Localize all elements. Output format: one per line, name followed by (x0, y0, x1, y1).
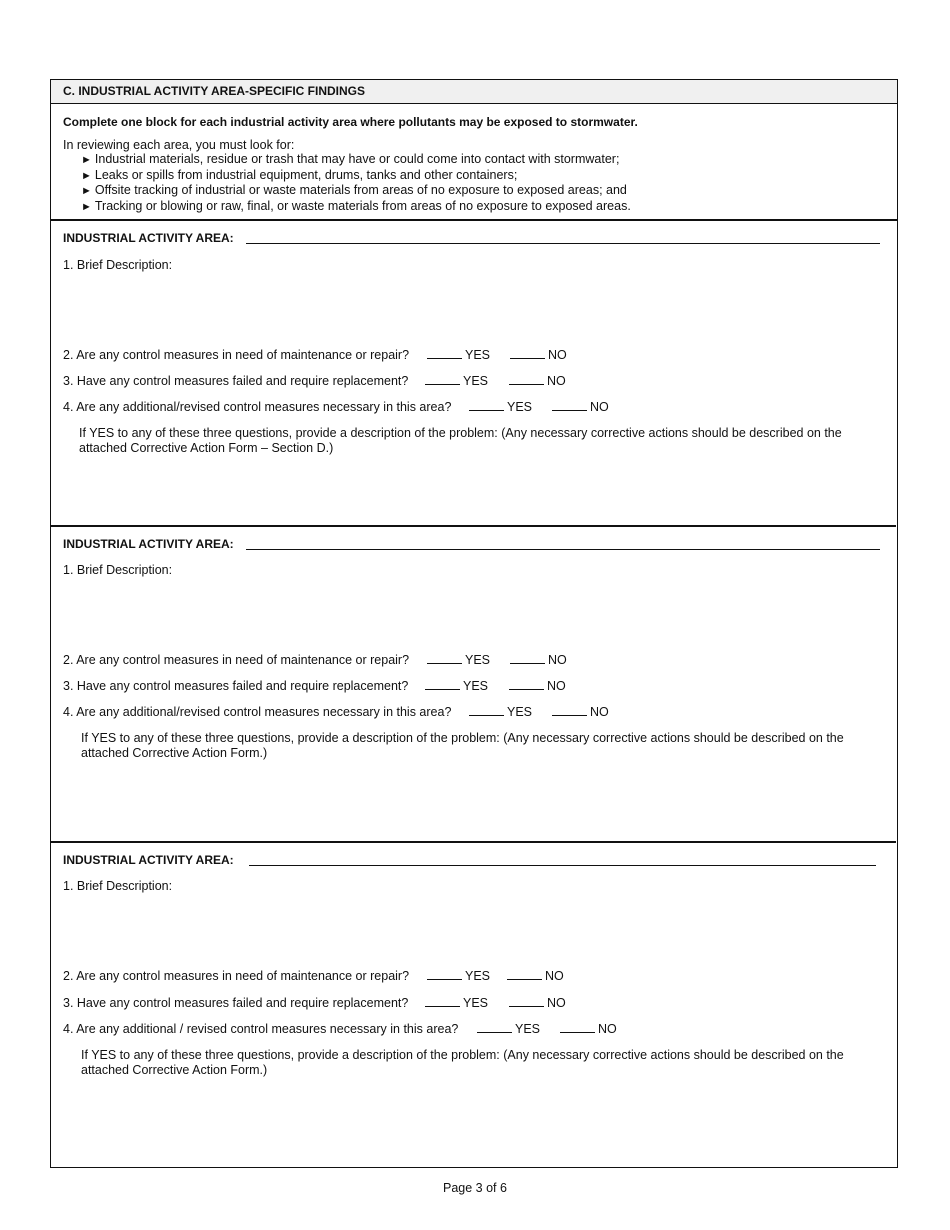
question-maintenance: 2. Are any control measures in need of maintenance or repair? YES NO (63, 653, 567, 667)
question-failed: 3. Have any control measures failed and require replacement? YES NO (63, 374, 566, 388)
page-number: Page 3 of 6 (443, 1181, 507, 1195)
instruction-text: Complete one block for each industrial activity area where pollutants may be exposed to stormwater. (63, 115, 638, 129)
question-failed: 3. Have any control measures failed and require replacement? YES NO (63, 996, 566, 1010)
failed-yes-option[interactable]: YES (425, 374, 488, 388)
failed-no-option[interactable]: NO (509, 679, 566, 693)
intro-block (51, 104, 897, 221)
brief-description-label: 1. Brief Description: (63, 258, 173, 272)
section-header: C. INDUSTRIAL ACTIVITY AREA-SPECIFIC FINDINGS (51, 80, 897, 104)
additional-no-option[interactable]: NO (560, 1022, 617, 1036)
question-failed: 3. Have any control measures failed and require replacement? YES NO (63, 679, 566, 693)
maintenance-no-option[interactable]: NO (510, 348, 567, 362)
review-bullet: ► Industrial materials, residue or trash that may have or could come into contact with stormwater; (81, 152, 620, 166)
area-label: INDUSTRIAL ACTIVITY AREA: (63, 537, 234, 551)
question-additional: 4. Are any additional/revised control measures necessary in this area? YES NO (63, 705, 609, 719)
maintenance-yes-option[interactable]: YES (427, 348, 490, 362)
failed-yes-option[interactable]: YES (425, 679, 488, 693)
question-additional: 4. Are any additional/revised control measures necessary in this area? YES NO (63, 400, 609, 414)
failed-yes-option[interactable]: YES (425, 996, 488, 1010)
area-name-field[interactable] (249, 865, 876, 866)
yes-note: If YES to any of these three questions, provide a description of the problem: (Any necessary corrective actions should be described on the attached Corrective Action Form.) (81, 1048, 844, 1077)
failed-no-option[interactable]: NO (509, 996, 566, 1010)
question-maintenance: 2. Are any control measures in need of maintenance or repair? YES NO (63, 969, 564, 983)
area-label: INDUSTRIAL ACTIVITY AREA: (63, 853, 234, 867)
question-maintenance: 2. Are any control measures in need of maintenance or repair? YES NO (63, 348, 567, 362)
bullet-arrow-icon: ► (81, 169, 92, 182)
additional-yes-option[interactable]: YES (477, 1022, 540, 1036)
maintenance-yes-option[interactable]: YES (427, 653, 490, 667)
additional-no-option[interactable]: NO (552, 705, 609, 719)
bullet-arrow-icon: ► (81, 154, 92, 166)
bullet-arrow-icon: ► (81, 185, 92, 198)
additional-yes-option[interactable]: YES (469, 400, 532, 414)
area-name-field[interactable] (246, 243, 880, 244)
findings-form (50, 79, 898, 1168)
review-lead-text: In reviewing each area, you must look for: (63, 138, 295, 152)
maintenance-no-option[interactable]: NO (510, 653, 567, 667)
review-bullet: ► Leaks or spills from industrial equipment, drums, tanks and other containers; (81, 167, 518, 182)
question-additional: 4. Are any additional / revised control measures necessary in this area? YES NO (63, 1022, 617, 1036)
activity-area-block-1 (51, 221, 896, 527)
yes-note: If YES to any of these three questions, provide a description of the problem: (Any necessary corrective actions should be described on the attached Corrective Action Form – Section D.) (79, 426, 842, 455)
review-bullet: ► Tracking or blowing or raw, final, or waste materials from areas of no exposure to exposed areas. (81, 199, 631, 214)
review-bullet-list (81, 152, 631, 215)
additional-yes-option[interactable]: YES (469, 705, 532, 719)
brief-description-label: 1. Brief Description: (63, 879, 173, 893)
area-name-field[interactable] (246, 549, 880, 550)
brief-description-label: 1. Brief Description: (63, 563, 173, 577)
maintenance-yes-option[interactable]: YES (427, 969, 490, 983)
activity-area-block-2 (51, 527, 896, 843)
additional-no-option[interactable]: NO (552, 400, 609, 414)
yes-note: If YES to any of these three questions, provide a description of the problem: (Any necessary corrective actions should be described on the attached Corrective Action Form.) (81, 731, 844, 760)
review-bullet: ► Offsite tracking of industrial or waste materials from areas of no exposure to exposed areas; and (81, 183, 627, 198)
area-label: INDUSTRIAL ACTIVITY AREA: (63, 231, 234, 245)
bullet-arrow-icon: ► (81, 201, 92, 214)
failed-no-option[interactable]: NO (509, 374, 566, 388)
maintenance-no-option[interactable]: NO (507, 969, 564, 983)
activity-area-block-3 (51, 843, 896, 1167)
